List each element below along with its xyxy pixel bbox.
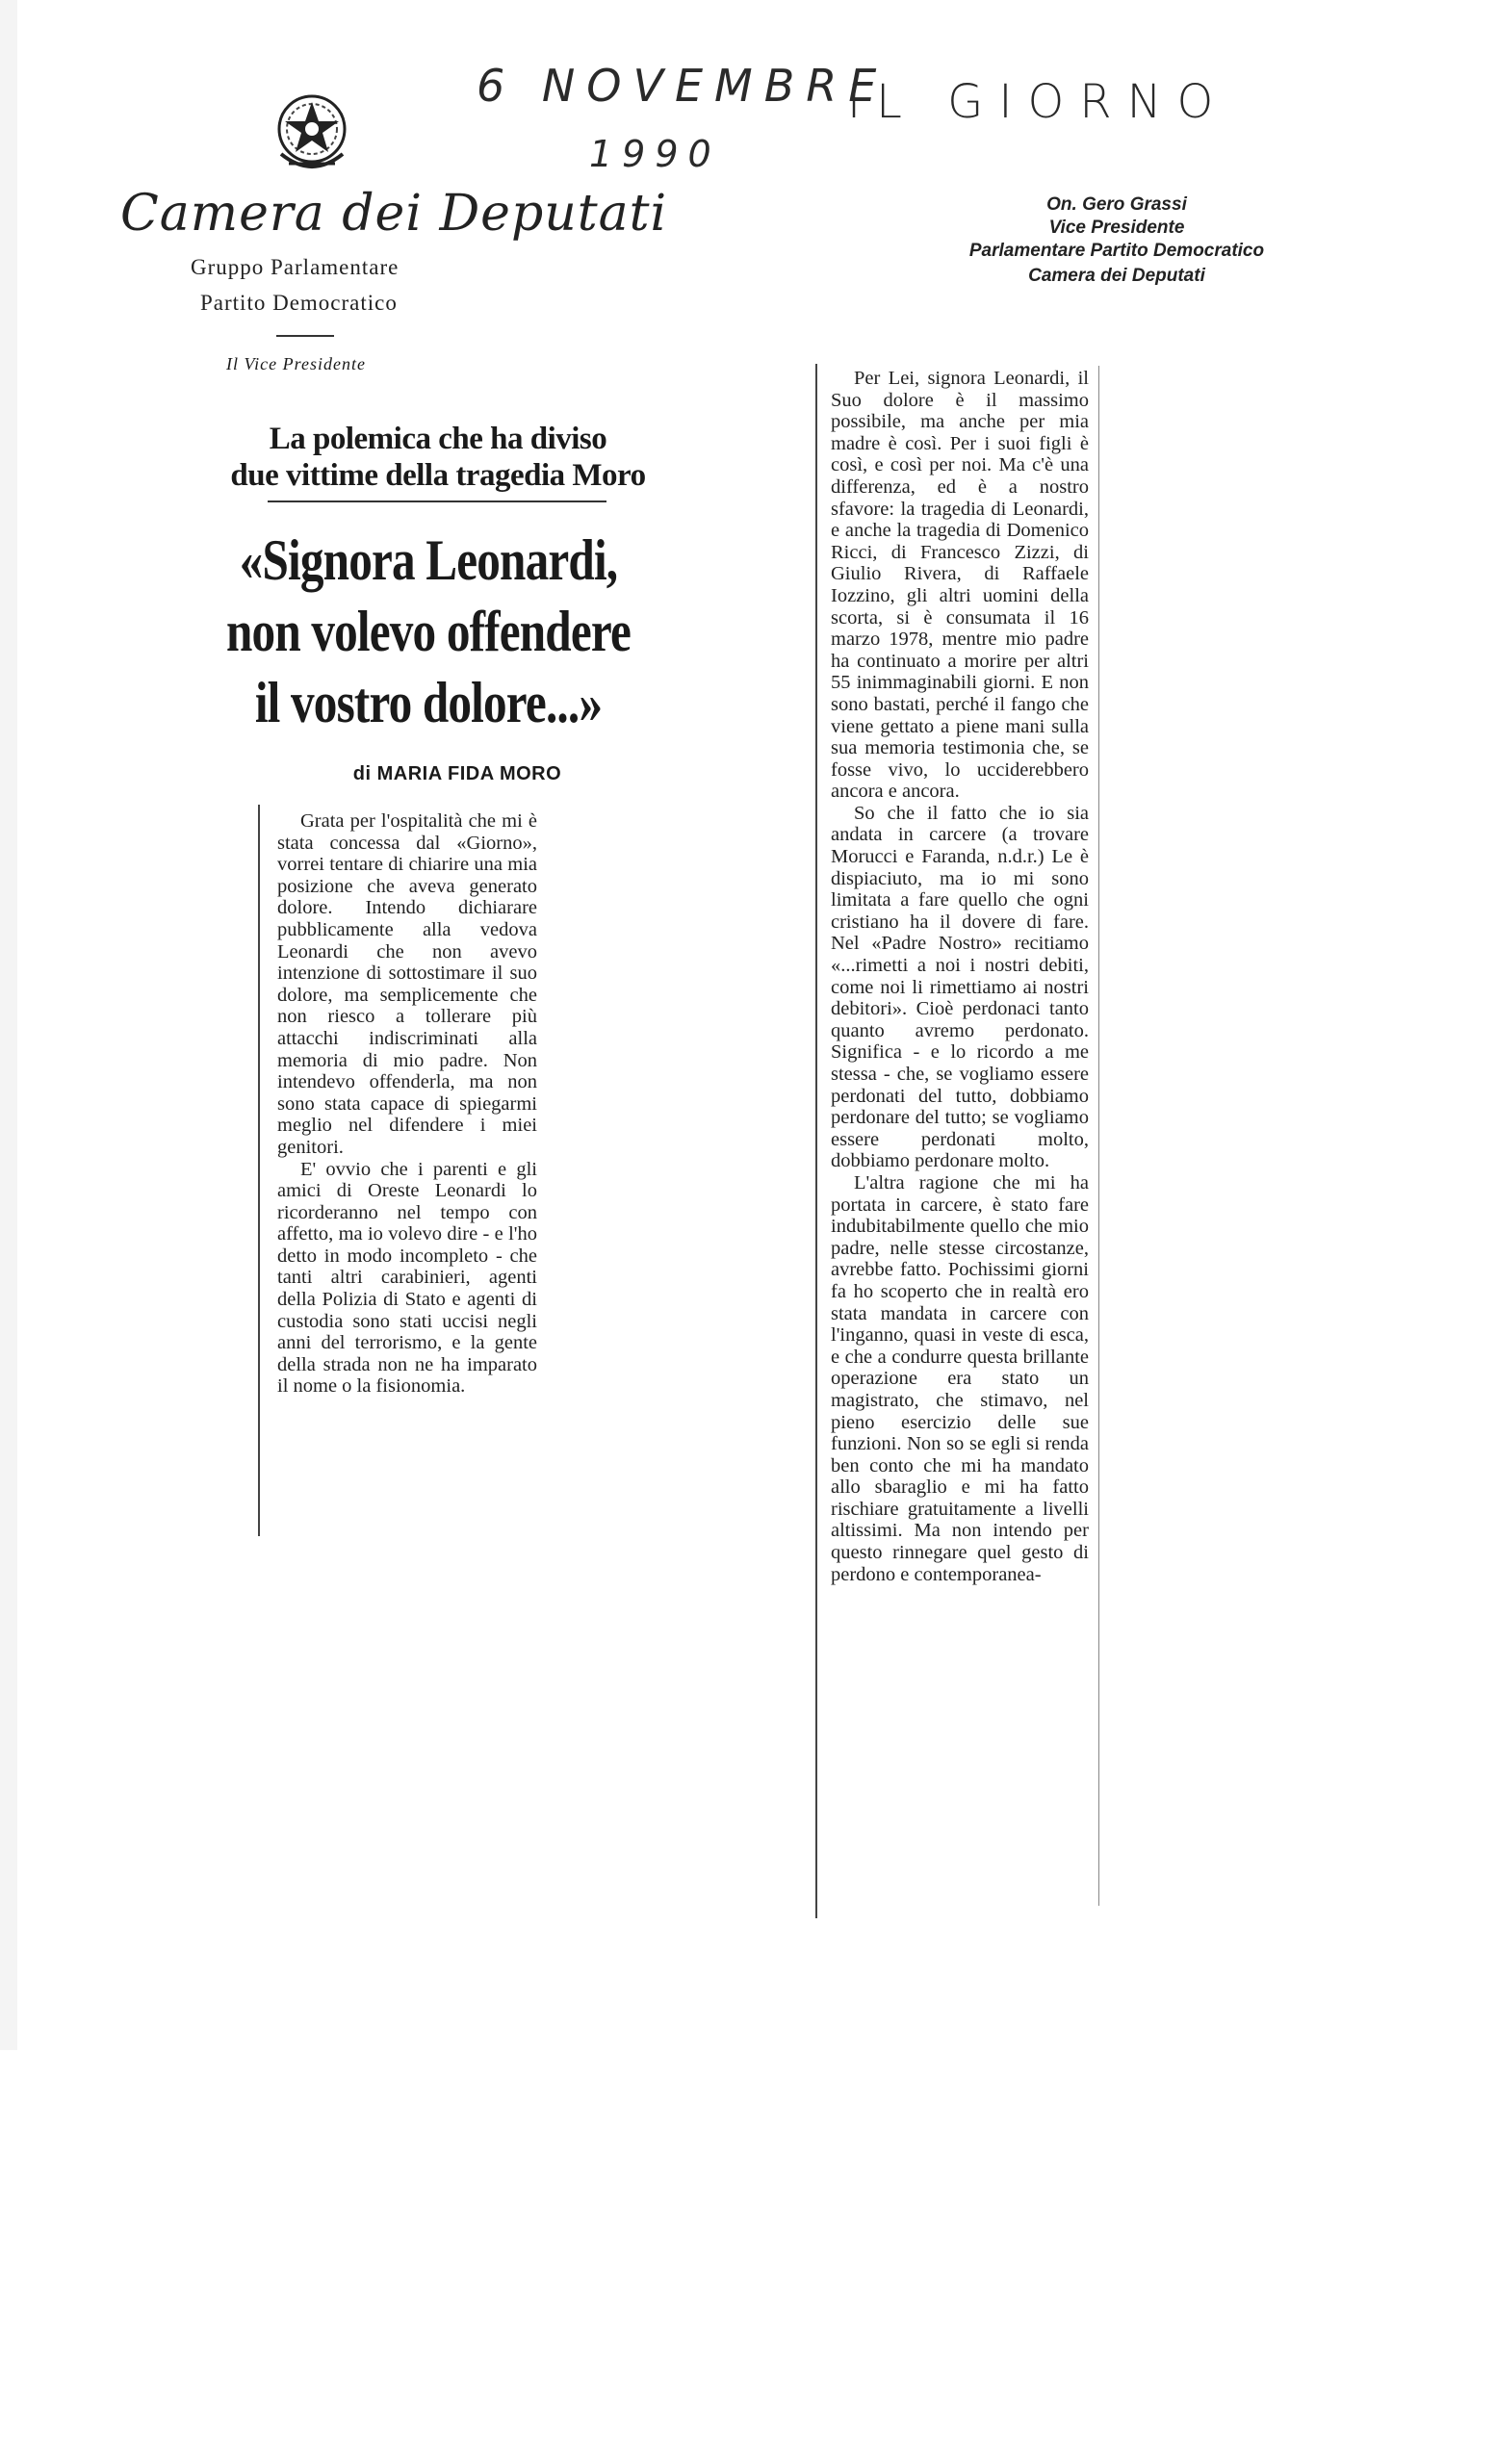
institution-script: Camera dei Deputati — [120, 185, 668, 243]
article-headline — [195, 525, 661, 738]
scan-edge — [0, 0, 17, 2050]
article-kicker — [168, 421, 708, 494]
paragraph: Grata per l'ospitalità che mi è stata concessa dal «Giorno», vorrei tentare di chiarire una mia posizione che aveva generato dolore. Intendo dichiarare pubblicamente alla vedova Leonardi che non avevo intenzione di sottostimare il suo dolore, ma semplicemente che non riesco a tollerare più attacchi indiscriminati alla memoria di mio padre. Non intendevo offenderla, ma non sono stata capace di spiegarmi meglio nel difendere i miei genitori. — [277, 810, 537, 1158]
paragraph: L'altra ragione che mi ha portata in carcere, è stato fare indubitabilmente quello che mio padre, nelle stesse circostanze, avrebbe fatto. Pochissimi giorni fa ho scoperto che in realtà ero stata mandata in carcere con l'inganno, quasi in veste di esca, e che a condurre questa brillante operazione era stato un magistrato, che stimavo, nel pieno esercizio delle sue funzioni. Non so se egli si renda ben conto che mi ha mandato allo sbaraglio e mi ha fatto rischiare gratuitamente a livelli altissimi. Ma non intendo per questo rinnegare quel gesto di perdono e contemporanea- — [831, 1171, 1089, 1585]
handwritten-newspaper: IL GIORNO — [847, 75, 1229, 129]
group-line-2: Partito Democratico — [200, 291, 398, 315]
kicker-rule — [268, 500, 606, 502]
stamp-line-2: Vice Presidente — [1048, 218, 1185, 238]
column-rule-right — [815, 364, 817, 1918]
paragraph: So che il fatto che io sia andata in carcere (a trovare Morucci e Faranda, n.d.r.) Le è dispiaciuto, ma io mi sono limitata a fare quello che ogni cristiano ha il dovere di fare. Nel «Padre Nostro» recitiamo «...rimetti a noi i nostri debiti, come noi li rimettiamo ai nostri debitori». Cioè perdonaci tanto quanto avremo perdonato. Significa - e lo ricordo a me stessa - che, se vogliamo essere perdonati del tutto, dobbiamo perdonare del tutto; se vogliamo essere perdonati molto, dobbiamo perdonare molto. — [831, 802, 1089, 1172]
stamp-line-3: Parlamentare Partito Democratico — [968, 241, 1265, 261]
letterhead-divider — [276, 335, 334, 337]
column-rule-right-edge — [1098, 366, 1099, 1906]
article-column-right — [831, 368, 1089, 1585]
paragraph: Per Lei, signora Leonardi, il Suo dolore è il massimo possibile, ma anche per mia madre è così. Per i suoi figli è così, e così per noi. Ma c'è una differenza, ed è a nostro sfavore: la tragedia di Leonardi, e anche la tragedia di Domenico Ricci, di Francesco Zizzi, di Giulio Rivera, di Raffaele Iozzino, gli altri uomini della scorta, si è consumata il 16 marzo 1978, mentre mio padre ha continuato a morire per altri 55 inimmaginabili giorni. E non sono bastati, perché il fango che viene gettato a piene mani sulla sua memoria testimonia che, se fosse vivo, lo ucciderebbero ancora e ancora. — [831, 368, 1089, 803]
headline-line-3: il vostro dolore...» — [254, 671, 603, 734]
role-label: Il Vice Presidente — [226, 354, 366, 373]
italian-republic-emblem-icon — [271, 87, 352, 177]
handwritten-year: 1990 — [589, 133, 721, 175]
headline-line-2: non volevo offendere — [226, 600, 631, 663]
kicker-line-2: due vittime della tragedia Moro — [230, 458, 646, 493]
kicker-line-1: La polemica che ha diviso — [269, 422, 607, 456]
group-line-1: Gruppo Parlamentare — [191, 255, 400, 279]
handwritten-date: 6 NOVEMBRE — [477, 60, 889, 112]
paragraph: E' ovvio che i parenti e gli amici di Oreste Leonardi lo ricorderanno nel tempo con affetto, ma io volevo dire - e l'ho detto in modo incompleto - che tanti altri carabinieri, agenti della Polizia di Stato e agenti di custodia sono stati uccisi negli anni del terrorismo, e la gente della strada non ne ha imparato il nome o la fisionomia. — [277, 1158, 537, 1398]
stamp-line-1: On. Gero Grassi — [1046, 194, 1187, 215]
article-column-left — [277, 810, 537, 1398]
headline-line-1: «Signora Leonardi, — [239, 528, 618, 592]
column-rule-left — [258, 805, 260, 1536]
stamp-line-4: Camera dei Deputati — [1028, 266, 1205, 286]
article-byline: di MARIA FIDA MORO — [352, 763, 562, 784]
